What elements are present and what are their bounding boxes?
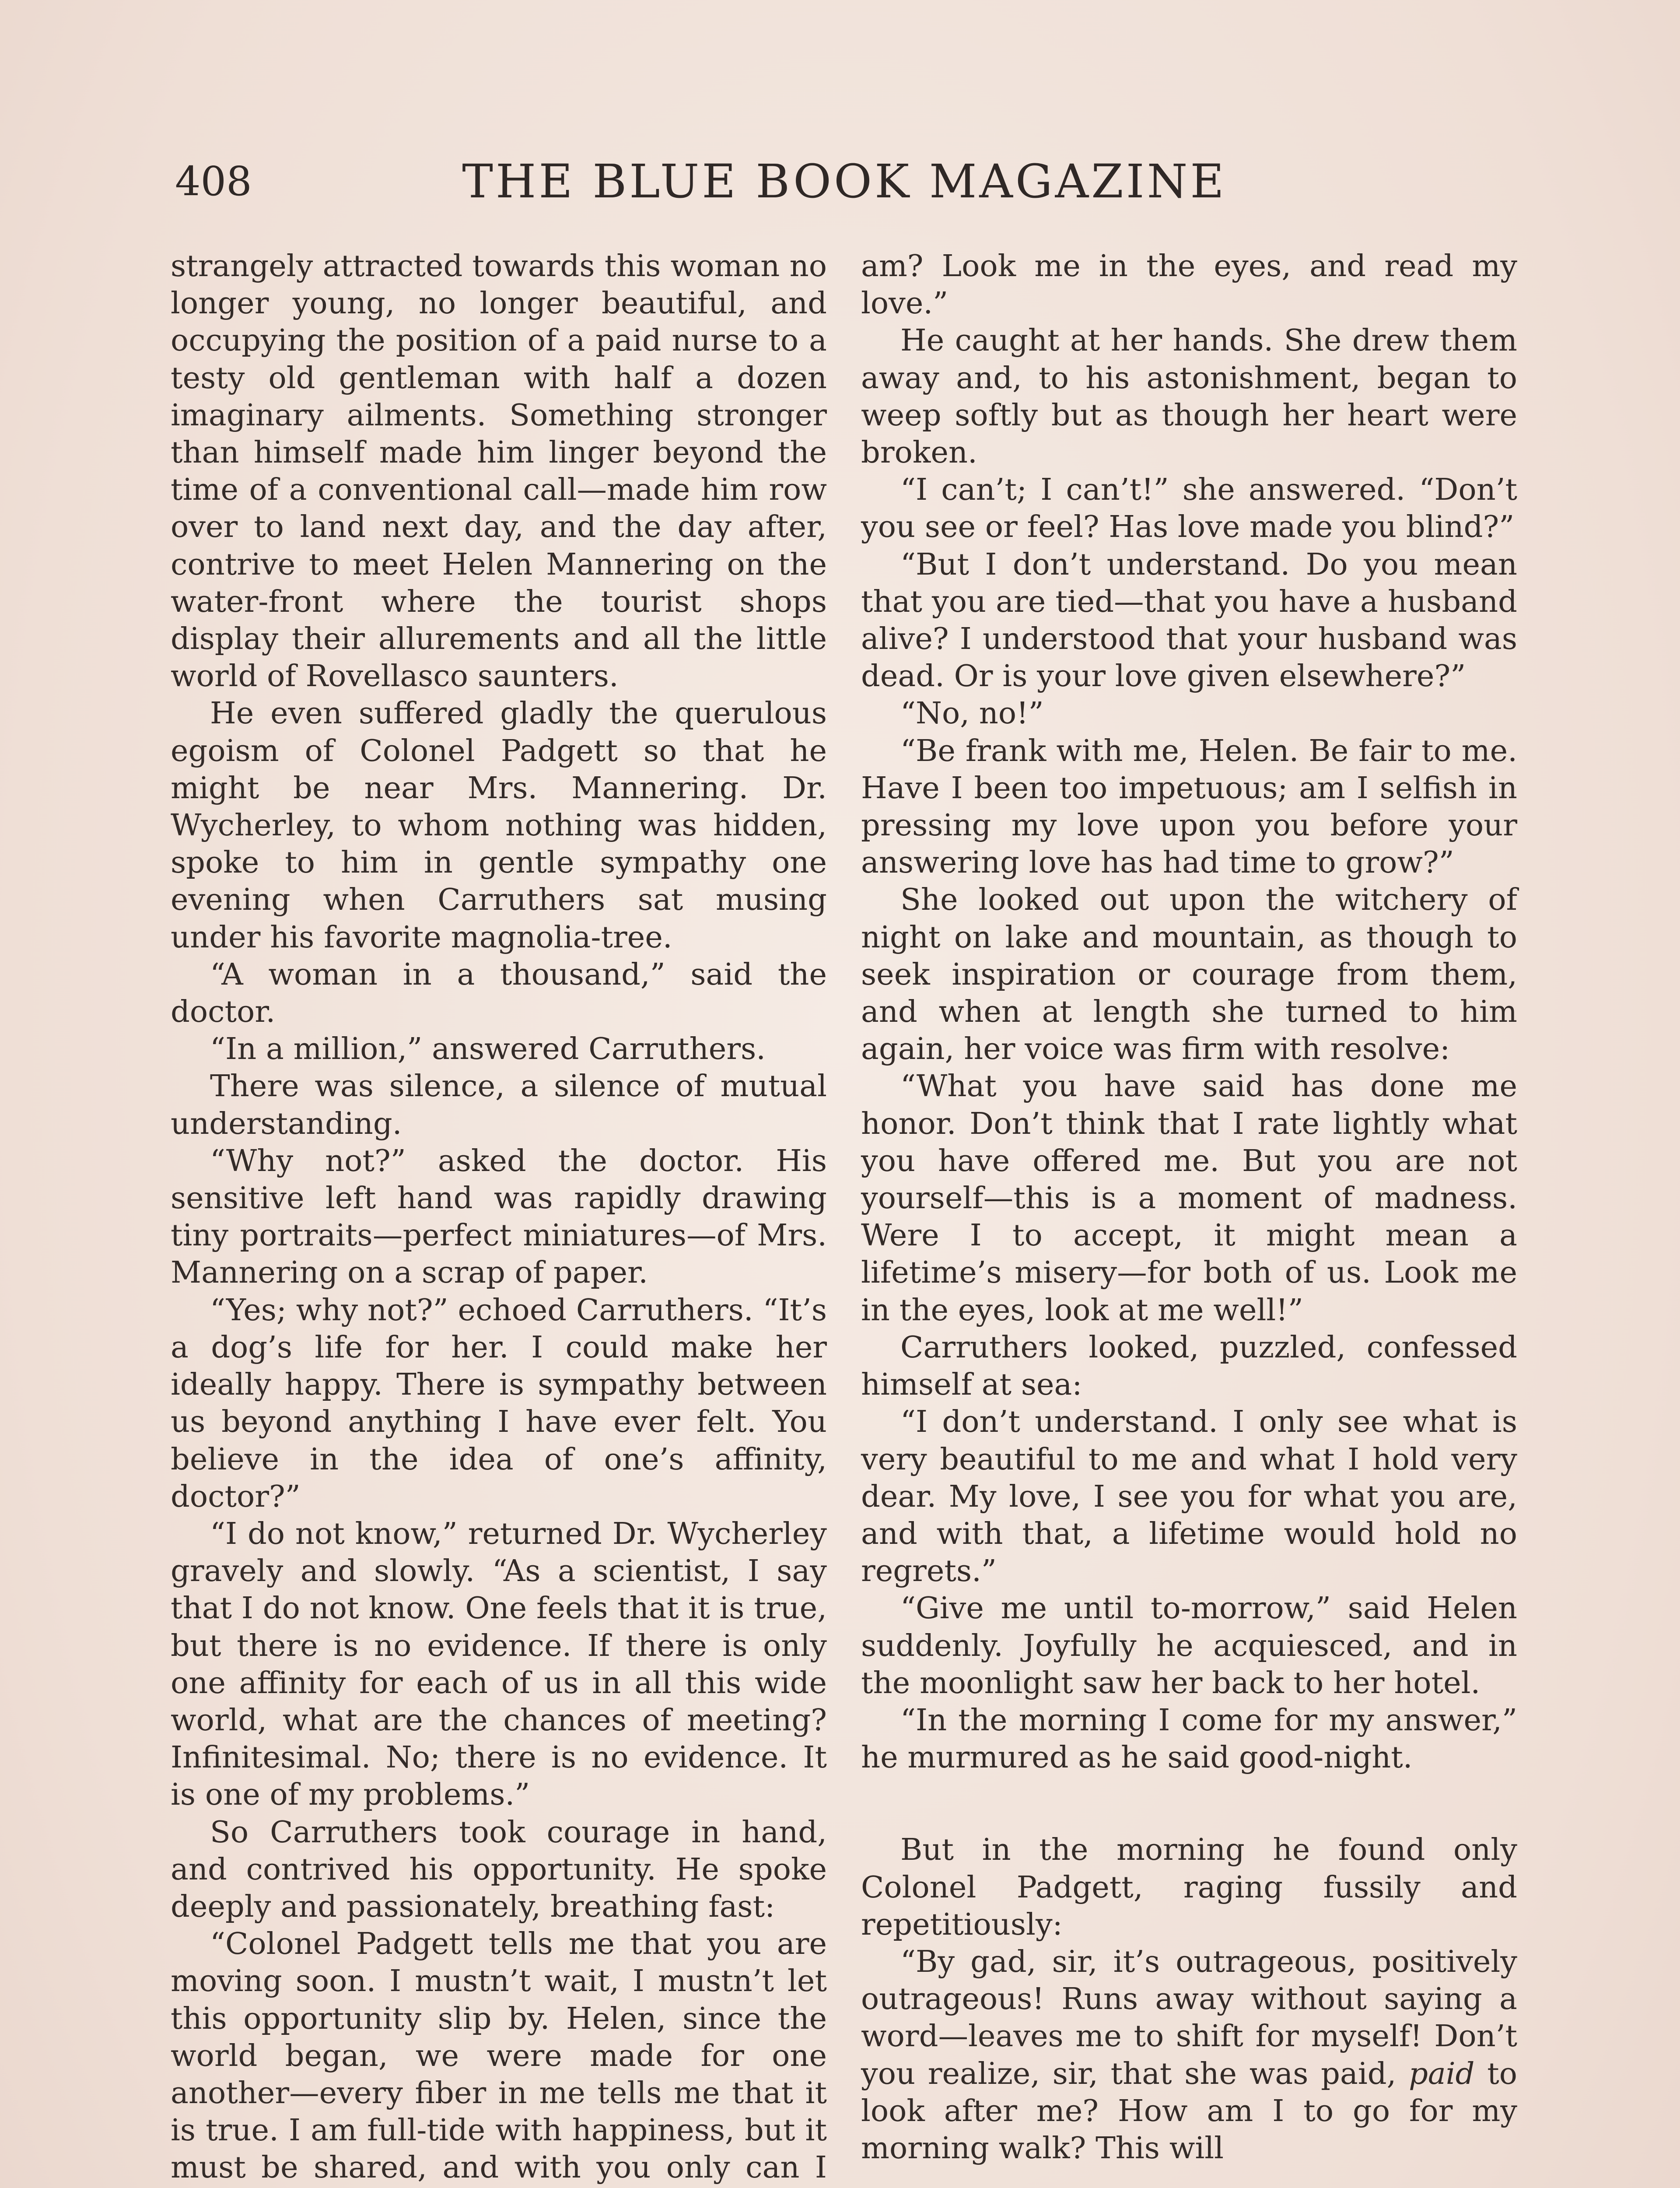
magazine-title: THE BLUE BOOK MAGAZINE [462, 154, 1227, 208]
page-number: 408 [175, 158, 252, 205]
paragraph: “Colonel Padgett tells me that you are moving soon. I mustn’t wait, I mustn’t let this opportunity slip by. Helen, since the world began, we were made for one another—every fiber in me tells me that it is true. I am full-tide with happiness, but it must be shared, and with you only can I [171, 1926, 827, 2185]
paragraph: “Give me until to-morrow,” said Helen suddenly. Joyfully he acquiesced, and in the moonlight saw her back to her hotel. [861, 1591, 1517, 1701]
right-column [861, 248, 1517, 2167]
running-header [175, 149, 1234, 214]
paragraph: “I can’t; I can’t!” she answered. “Don’t you see or feel? Has love made you blind?” [861, 472, 1517, 545]
paragraph: “In the morning I come for my answer,” he murmured as he said good-night. [861, 1702, 1517, 1775]
paragraph: “Why not?” asked the doctor. His sensitive left hand was rapidly drawing tiny portraits—perfect miniatures—of Mrs. Mannering on a scrap of paper. [171, 1143, 827, 1290]
paragraph: But in the morning he found only Colonel Padgett, raging fussily and repetitiously: [861, 1832, 1517, 1942]
paragraph [861, 1943, 1517, 2167]
paragraph: “I do not know,” returned Dr. Wycherley gravely and slowly. “As a scientist, I say that I do not know. One feels that it is true, but there is no evidence. If there is only one affinity for each of us in all this wide world, what are the chances of meeting? Infinitesimal. No; there is no evidence. It is one of my problems.” [171, 1516, 827, 1813]
paragraph: Carruthers looked, puzzled, confessed himself at sea: [861, 1329, 1517, 1403]
paragraph: am? Look me in the eyes, and read my love.” [861, 249, 1517, 321]
paragraph: “No, no!” [900, 696, 1044, 731]
paragraph: “A woman in a thousand,” said the doctor. [171, 957, 827, 1030]
paragraph: “What you have said has done me honor. Don’t think that I rate lightly what you have offered me. But you are not yourself—this is a moment of madness. Were I to accept, it might mean a lifetime’s misery—for both of us. Look me in the eyes, look at me well!” [861, 1069, 1517, 1328]
paragraph: So Carruthers took courage in hand, and contrived his opportunity. He spoke deeply and passionately, breathing fast: [171, 1814, 827, 1924]
text-run: “By gad, sir, it’s outrageous, positively outrageous! Runs away without saying a word—leaves me to shift for myself! Don’t you realize, sir, that she was paid, [861, 1944, 1517, 2091]
paragraph: “I don’t understand. I only see what is very beautiful to me and what I hold very dear. My love, I see you for what you are, and with that, a lifetime would hold no regrets.” [861, 1404, 1517, 1589]
text-run: to look after me? How am I to go for my morning walk? This will [861, 2056, 1517, 2166]
emphasis-text: paid [1409, 2056, 1475, 2091]
paragraph: strangely attracted towards this woman no longer young, no longer beautiful, and occupying the position of a paid nurse to a testy old gentleman with half a dozen imaginary ailments. Something stronger than himself made him linger beyond the time of a conventional call—made him row over to land next day, and the day after, contrive to meet Helen Mannering on the water-front where the tourist shops display their allurements and all the little world of Rovellasco saunters. [171, 249, 827, 694]
paragraph: He caught at her hands. She drew them away and, to his astonishment, began to weep softly but as though her heart were broken. [861, 323, 1517, 470]
paragraph: “Yes; why not?” echoed Carruthers. “It’s a dog’s life for her. I could make her ideally happy. There is sympathy between us beyond anything I have ever felt. You believe in the idea of one’s affinity, doctor?” [171, 1292, 827, 1514]
paragraph: He even suffered gladly the querulous egoism of Colonel Padgett so that he might be near Mrs. Mannering. Dr. Wycherley, to whom nothing was hidden, spoke to him in gentle sympathy one evening when Carruthers sat musing under his favorite magnolia-tree. [171, 696, 827, 955]
paragraph: “But I don’t understand. Do you mean that you are tied—that you have a husband alive? I understood that your husband was dead. Or is your love given elsewhere?” [861, 547, 1517, 694]
paragraph: “Be frank with me, Helen. Be fair to me. Have I been too impetuous; am I selfish in pressing my love upon you before your answering love has had time to grow?” [861, 733, 1517, 880]
paragraph: There was silence, a silence of mutual understanding. [171, 1069, 827, 1141]
paragraph: She looked out upon the witchery of night on lake and mountain, as though to seek inspiration or courage from them, and when at length she turned to him again, her voice was firm with resolve: [861, 882, 1517, 1067]
paragraph: “In a million,” answered Carruthers. [210, 1031, 766, 1067]
left-column [171, 248, 827, 2188]
